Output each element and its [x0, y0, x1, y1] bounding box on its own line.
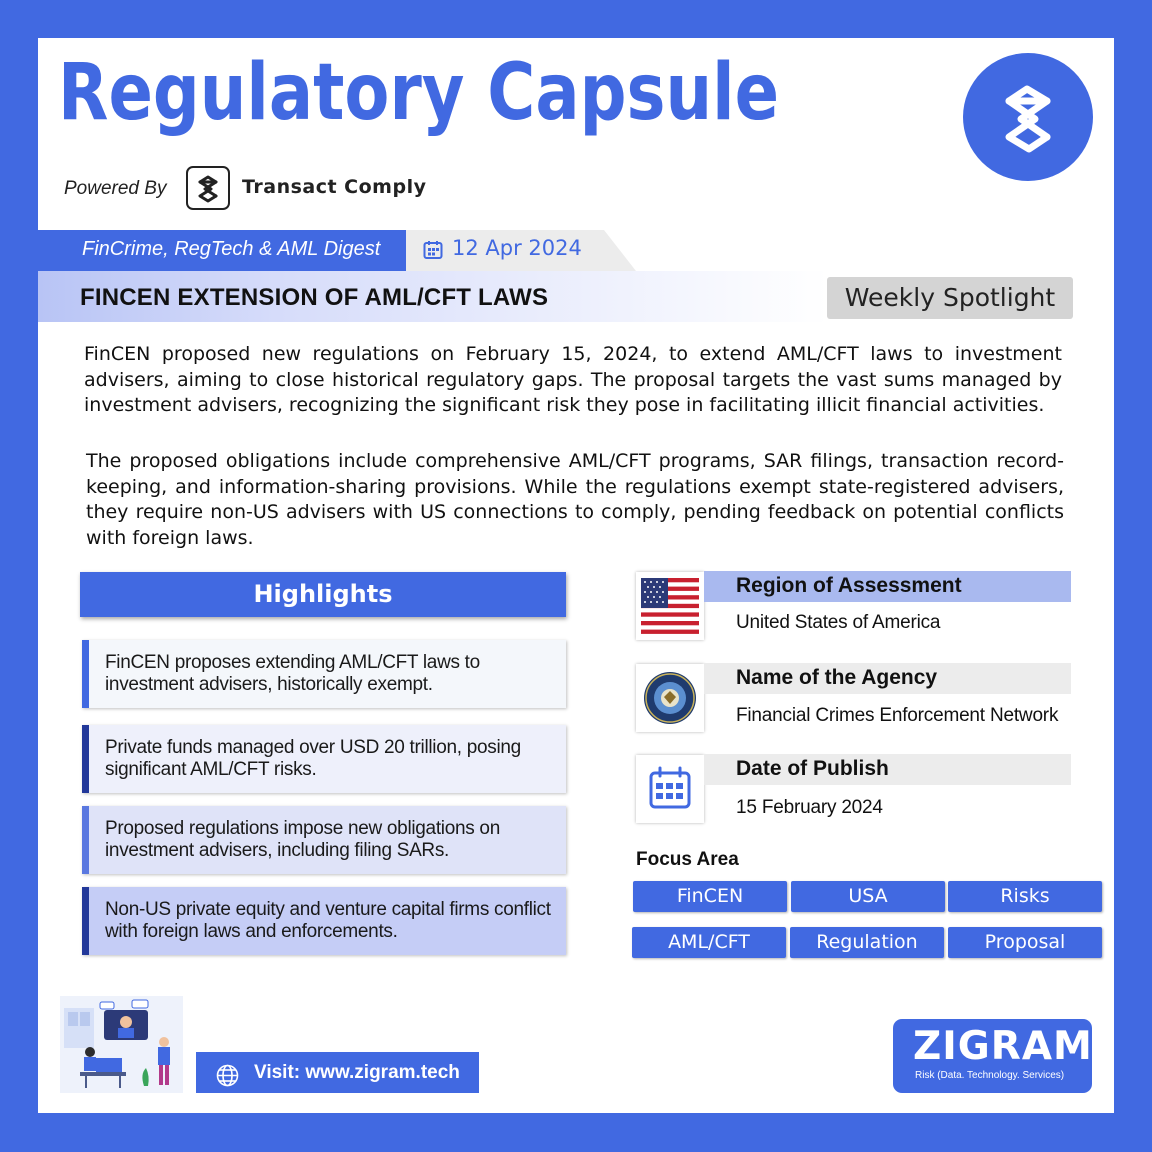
highlight-item: Proposed regulations impose new obligations on investment advisers, including filing SARs.: [82, 806, 566, 874]
visit-website-link[interactable]: [196, 1052, 479, 1093]
transact-comply-small-logo-icon: [186, 166, 230, 210]
globe-icon: [216, 1061, 239, 1084]
agency-title: Name of the Agency: [736, 666, 938, 689]
calendar-icon: [636, 755, 704, 823]
highlight-item: FinCEN proposes extending AML/CFT laws to investment advisers, historically exempt.: [82, 640, 566, 708]
body-paragraph-1: FinCEN proposed new regulations on February 15, 2024, to extend AML/CFT laws to investment advisers, aiming to close historical regulatory gaps. The proposal targets the vast sums managed by investment advisers, recognizing the significant risk they pose in facilitating illicit financial activities.: [84, 343, 1062, 416]
agency-seal-icon: [636, 664, 704, 732]
highlights-header: Highlights: [80, 572, 566, 617]
calendar-icon: [423, 240, 443, 260]
capsule-card: [38, 38, 1114, 1113]
focus-tag: AML/CFT: [632, 927, 786, 958]
transact-comply-logo-icon: [963, 53, 1093, 181]
region-title: Region of Assessment: [736, 574, 962, 597]
focus-tag: Proposal: [948, 927, 1102, 958]
region-value: United States of America: [736, 612, 941, 633]
visit-website-label: Visit: www.zigram.tech: [254, 1062, 460, 1083]
focus-tag: FinCEN: [633, 881, 787, 912]
digest-label: FinCrime, RegTech & AML Digest: [82, 238, 381, 260]
agency-value: Financial Crimes Enforcement Network: [736, 705, 1059, 726]
weekly-spotlight-badge: Weekly Spotlight: [827, 277, 1073, 319]
zigram-name: ZIGRAM: [913, 1024, 1093, 1069]
body-paragraph-2: The proposed obligations include comprehensive AML/CFT programs, SAR filings, transaction record-keeping, and information-sharing provisions. While the regulations exempt state-registered advisers, they require non-US advisers with US connections to comply, pending feedback on potential conflicts with foreign laws.: [86, 450, 1064, 549]
page-title: Regulatory Capsule: [58, 48, 780, 138]
focus-tag: Risks: [948, 881, 1102, 912]
highlight-item: Non-US private equity and venture capital firms conflict with foreign laws and enforcements.: [82, 887, 566, 955]
digest-date: 12 Apr 2024: [452, 236, 582, 260]
publish-value: 15 February 2024: [736, 797, 883, 818]
headline-title: FINCEN EXTENSION OF AML/CFT LAWS: [80, 284, 549, 311]
office-illustration-icon: [60, 996, 183, 1093]
highlight-item: Private funds managed over USD 20 trillion, posing significant AML/CFT risks.: [82, 725, 566, 793]
focus-tag: USA: [791, 881, 945, 912]
zigram-logo: [893, 1019, 1092, 1093]
zigram-tagline: Risk (Data. Technology. Services): [915, 1070, 1065, 1081]
powered-by-label: Powered By: [64, 178, 167, 199]
publish-title: Date of Publish: [736, 757, 889, 780]
focus-area-label: Focus Area: [636, 849, 739, 870]
us-flag-icon: [636, 572, 704, 640]
brand-name: Transact Comply: [242, 176, 427, 198]
focus-tag: Regulation: [790, 927, 944, 958]
